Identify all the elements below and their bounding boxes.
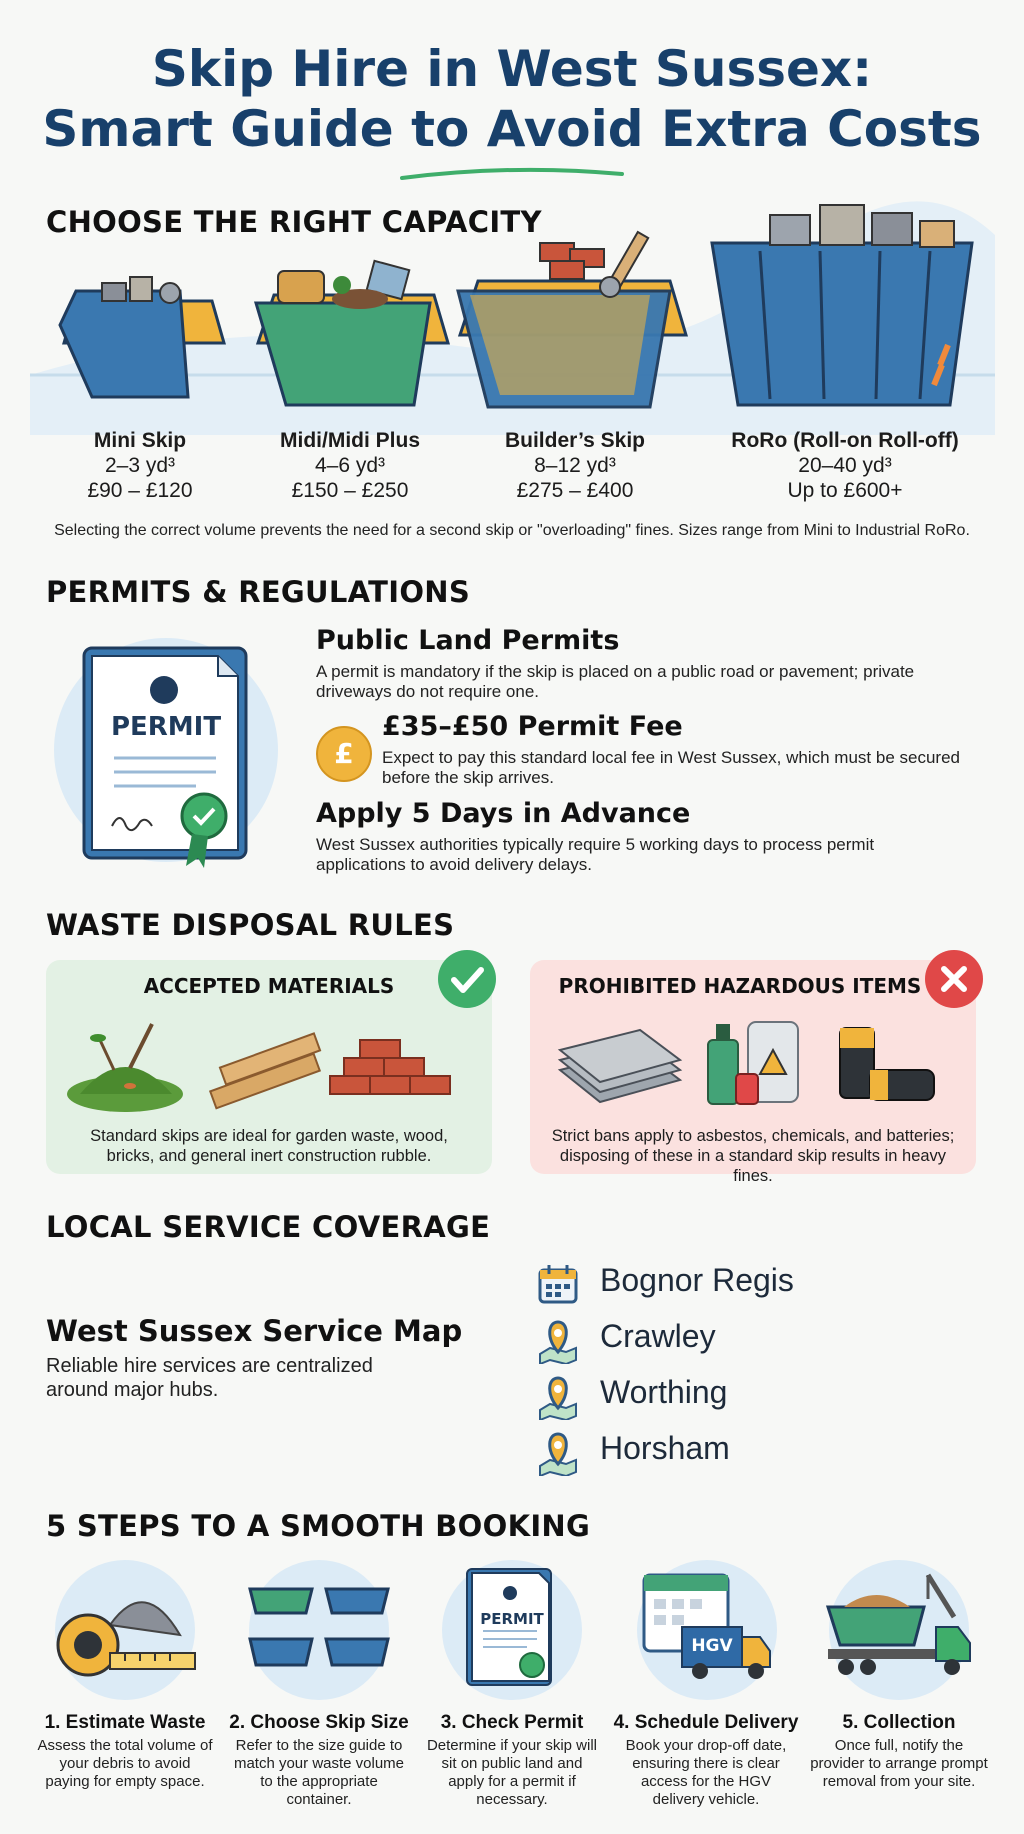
skip-card-builders [465, 428, 685, 503]
skip-illustrations [30, 195, 995, 435]
skip-name: RoRo (Roll-on Roll-off) [731, 429, 959, 452]
permit-item-title: Public Land Permits [316, 625, 620, 656]
garden-waste-icon [67, 1024, 183, 1112]
cross-icon [925, 950, 983, 1008]
capacity-note: Selecting the correct volume prevents the need for a second skip or "overloading" fines. Sizes range from Mini to Industrial RoRo. [54, 522, 970, 539]
map-pin-icon [536, 1318, 580, 1364]
page-title-line-1: Skip Hire in West Sussex: [151, 40, 873, 98]
accepted-materials-icons [60, 1010, 480, 1120]
step-text: Book your drop-off date, ensuring there is clear access for the HGV delivery vehicle. [625, 1737, 787, 1808]
accepted-title: ACCEPTED MATERIALS [143, 974, 395, 998]
step-title: 1. Estimate Waste [44, 1712, 206, 1733]
skip-card-midi [240, 428, 460, 503]
step-title: 2. Choose Skip Size [229, 1712, 409, 1733]
prohibited-text: Strict bans apply to asbestos, chemicals, and batteries; disposing of these in a standard skip results in heavy fines. [551, 1127, 955, 1185]
permit-check-icon [437, 1555, 587, 1705]
skip-volume: 20–40 yd³ [798, 454, 892, 477]
skip-price: Up to £600+ [787, 479, 903, 502]
waste-heading: WASTE DISPOSAL RULES [46, 908, 455, 942]
skip-price: £90 – £120 [87, 479, 193, 502]
prohibited-items-icons [550, 1010, 970, 1120]
skip-volume: 8–12 yd³ [534, 454, 616, 477]
roro-skip-icon [712, 205, 972, 405]
step-text: Determine if your skip will sit on public land and apply for a permit if necessary. [426, 1737, 598, 1808]
page-title-line-2: Smart Guide to Avoid Extra Costs [42, 100, 982, 158]
permit-badge-label: PERMIT [110, 712, 222, 742]
step-text: Refer to the size guide to match your waste volume to the appropriate container. [233, 1737, 405, 1808]
seal-icon [182, 794, 226, 838]
permits-heading: PERMITS & REGULATIONS [46, 575, 471, 609]
permit-mini-label: PERMIT [480, 1610, 544, 1628]
map-pin-icon [536, 1430, 580, 1476]
skip-name: Builder’s Skip [504, 429, 646, 452]
crest-icon [150, 676, 178, 704]
step-title: 4. Schedule Delivery [613, 1712, 799, 1733]
check-icon [438, 950, 496, 1008]
title-underline [398, 164, 626, 182]
asbestos-sheets-icon [560, 1030, 680, 1102]
town-label: Crawley [600, 1318, 716, 1354]
step-text: Once full, notify the provider to arrange prompt removal from your site. [810, 1737, 988, 1790]
tape-measure-icon [50, 1555, 200, 1705]
steps-heading: 5 STEPS TO A SMOOTH BOOKING [46, 1509, 591, 1543]
wood-planks-icon [210, 1033, 320, 1108]
skip-card-roro [700, 428, 990, 503]
builders-skip-icon [458, 232, 686, 407]
permit-item-text: Expect to pay this standard local fee in West Sussex, which must be secured before the skip arrives. [382, 748, 960, 787]
accepted-materials-panel [46, 960, 492, 1174]
collection-truck-icon [824, 1555, 974, 1705]
skip-price: £275 – £400 [516, 479, 634, 502]
accepted-text: Standard skips are ideal for garden waste, wood, bricks, and general inert construction rubble. [90, 1127, 448, 1165]
skip-card-mini [40, 428, 240, 503]
coverage-heading: LOCAL SERVICE COVERAGE [46, 1210, 491, 1244]
prohibited-title: PROHIBITED HAZARDOUS ITEMS [558, 974, 922, 998]
permit-item-text: A permit is mandatory if the skip is placed on a public road or pavement; private driveways do not require one. [316, 662, 915, 701]
skip-price: £150 – £250 [291, 479, 409, 502]
step-text: Assess the total volume of your debris to avoid paying for empty space. [37, 1737, 213, 1790]
step-title: 3. Check Permit [440, 1712, 584, 1733]
delivery-calendar-icon [632, 1555, 782, 1705]
map-pin-icon [536, 1374, 580, 1420]
skip-volume: 4–6 yd³ [314, 454, 386, 477]
permit-item-title: £35–£50 Permit Fee [382, 711, 683, 742]
bricks-icon [330, 1040, 450, 1094]
batteries-icon [840, 1028, 934, 1100]
skip-name: Midi/Midi Plus [280, 429, 420, 452]
skip-name: Mini Skip [93, 429, 187, 452]
map-title: West Sussex Service Map [46, 1314, 463, 1348]
capacity-heading: CHOOSE THE RIGHT CAPACITY [46, 205, 542, 239]
prohibited-items-panel [530, 960, 976, 1185]
skip-sizes-icon [244, 1555, 394, 1705]
chemicals-icon [708, 1022, 798, 1104]
map-text: Reliable hire services are centralized around major hubs. [46, 1355, 373, 1401]
calendar-icon [536, 1262, 580, 1306]
permit-item-text: West Sussex authorities typically require 5 working days to process permit applications to avoid delivery delays. [316, 835, 875, 874]
town-label: Horsham [600, 1430, 730, 1466]
step-title: 5. Collection [842, 1712, 956, 1733]
pound-coin-icon: £ [316, 726, 372, 782]
town-label: Worthing [600, 1374, 728, 1410]
permit-item-title: Apply 5 Days in Advance [316, 798, 691, 829]
town-label: Bognor Regis [600, 1262, 794, 1298]
skip-volume: 2–3 yd³ [104, 454, 176, 477]
hgv-label: HGV [691, 1636, 733, 1656]
permit-document-illustration [46, 630, 286, 880]
